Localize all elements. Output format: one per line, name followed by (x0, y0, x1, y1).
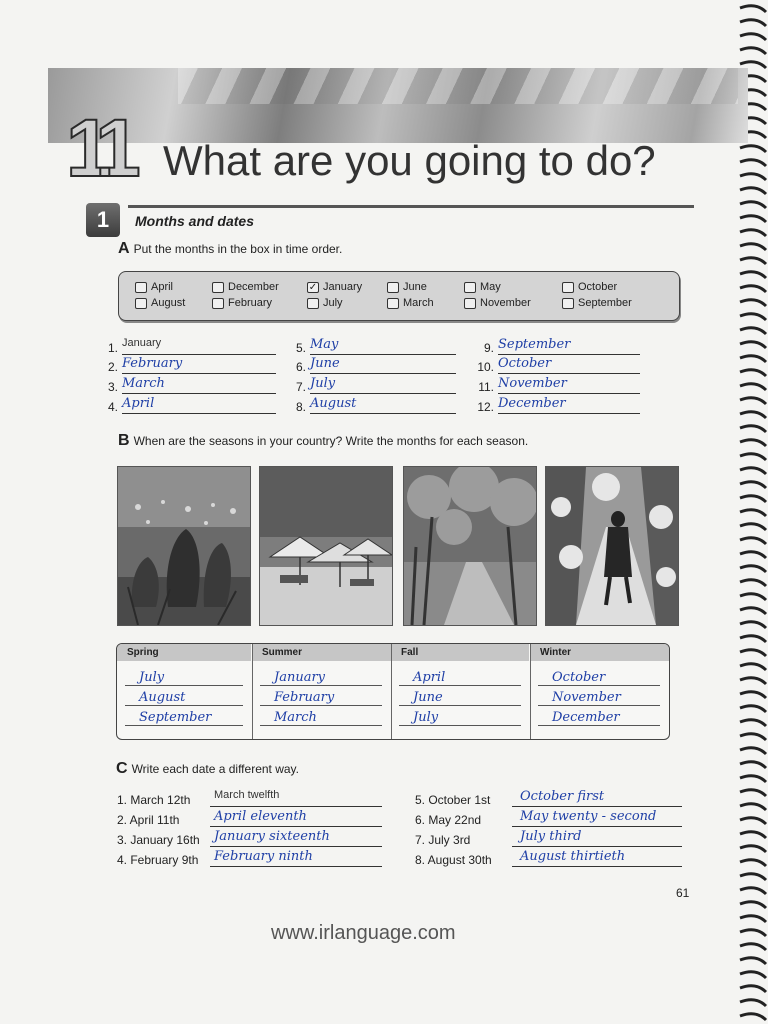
season-month-field[interactable]: March (260, 706, 382, 726)
spiral-coil (740, 860, 766, 866)
checkbox-icon[interactable] (562, 282, 574, 293)
spring-photo (117, 466, 251, 626)
date-item (415, 789, 682, 807)
checkbox-icon[interactable] (212, 298, 224, 309)
answer-number: 7. (295, 380, 306, 394)
spiral-coil (740, 216, 766, 222)
spiral-coil (740, 832, 766, 838)
spiral-coil (740, 622, 766, 628)
answer-number: 9. (483, 341, 494, 355)
date-answer-field[interactable]: July third (512, 829, 682, 847)
spiral-coil (740, 328, 766, 334)
spiral-coil (740, 874, 766, 880)
spiral-coil (740, 258, 766, 264)
spiral-coil (740, 692, 766, 698)
month-box-item[interactable] (212, 281, 279, 293)
spiral-coil (740, 342, 766, 348)
page-title: What are you going to do? (163, 137, 656, 184)
spiral-coil (740, 566, 766, 572)
spiral-coil (740, 664, 766, 670)
answer-field[interactable]: February (122, 356, 276, 374)
answer-number: 3. (107, 380, 118, 394)
checkbox-icon[interactable] (562, 298, 574, 309)
spiral-coil (740, 524, 766, 530)
spiral-coil (740, 804, 766, 810)
date-item (415, 849, 682, 867)
chapter-banner (48, 68, 748, 143)
month-box-label: April (151, 281, 174, 293)
season-month-field[interactable]: November (538, 686, 660, 706)
season-month-field[interactable]: August (125, 686, 243, 706)
spiral-coil (740, 678, 766, 684)
answer-number: 11. (478, 380, 494, 394)
answer-field[interactable]: August (310, 396, 456, 414)
date-answer-field[interactable]: April eleventh (210, 809, 382, 827)
date-answer-field[interactable]: February ninth (210, 849, 382, 867)
spiral-coil (740, 762, 766, 768)
spiral-coil (740, 482, 766, 488)
month-box-label: July (323, 297, 343, 309)
season-month-field[interactable]: June (399, 686, 521, 706)
summer-photo (259, 466, 393, 626)
exercise-a-instruction (118, 240, 342, 258)
checkbox-icon[interactable] (464, 282, 476, 293)
month-word-box (118, 271, 680, 321)
season-header: Spring (117, 644, 251, 661)
spiral-coil (740, 398, 766, 404)
spiral-coil (740, 146, 766, 152)
spiral-coil (740, 944, 766, 950)
spiral-coil (740, 510, 766, 516)
date-item (415, 809, 682, 827)
spiral-coil (740, 48, 766, 54)
spiral-coil (740, 188, 766, 194)
spiral-coil (740, 1000, 766, 1006)
spiral-coil (740, 930, 766, 936)
month-box-label: August (151, 297, 186, 309)
month-box-item[interactable] (562, 297, 632, 309)
order-answer-row (468, 356, 640, 374)
spiral-coil (740, 314, 766, 320)
season-month-field[interactable]: April (399, 666, 521, 686)
month-box-label: March (403, 297, 434, 309)
answer-number: 8. (295, 400, 306, 414)
date-prompt: 1. March 12th (117, 793, 191, 807)
spiral-coil (740, 454, 766, 460)
date-answer-field[interactable]: August thirtieth (512, 849, 682, 867)
spiral-coil (740, 160, 766, 166)
spiral-coil (740, 650, 766, 656)
month-box-item[interactable] (307, 297, 343, 309)
checkbox-icon[interactable] (307, 298, 319, 309)
month-box-item[interactable] (307, 281, 362, 293)
spiral-coil (740, 272, 766, 278)
month-box-label: February (228, 297, 273, 309)
answer-field[interactable]: October (498, 356, 640, 374)
month-box-item[interactable] (464, 281, 501, 293)
spiral-coil (740, 916, 766, 922)
spiral-coil (740, 720, 766, 726)
month-box-item[interactable] (464, 297, 531, 309)
answer-number: 12. (477, 400, 494, 414)
checkbox-icon[interactable] (464, 298, 476, 309)
spiral-coil (740, 902, 766, 908)
seasons-table (116, 643, 670, 740)
month-box-label: October (578, 281, 618, 293)
date-prompt: 4. February 9th (117, 853, 199, 867)
exercise-c-text: Write each date a different way. (131, 762, 299, 776)
month-box-label: January (323, 281, 363, 293)
answer-field[interactable]: September (498, 337, 640, 355)
order-answer-row (280, 396, 456, 414)
season-month-field[interactable]: September (125, 706, 243, 726)
season-month-field[interactable]: July (125, 666, 243, 686)
exercise-b-letter: B (118, 432, 130, 449)
month-box-item[interactable] (135, 281, 173, 293)
spiral-coil (740, 748, 766, 754)
spiral-coil (740, 412, 766, 418)
checkbox-icon[interactable] (212, 282, 224, 293)
answer-field[interactable]: June (310, 356, 456, 374)
month-box-item[interactable] (135, 297, 185, 309)
spiral-coil (740, 818, 766, 824)
spiral-coil (740, 286, 766, 292)
fall-photo (403, 466, 537, 626)
month-box-item[interactable] (387, 281, 427, 293)
section-title: Months and dates (135, 213, 255, 229)
order-answer-row (92, 337, 276, 355)
answer-field[interactable]: December (498, 396, 640, 414)
checkbox-icon[interactable]: ✓ (308, 281, 318, 293)
date-answer-field[interactable]: January sixteenth (210, 829, 382, 847)
spiral-binding (738, 0, 768, 1024)
season-header: Summer (252, 644, 391, 661)
answer-number: 5. (295, 341, 306, 355)
answer-field[interactable]: March (122, 376, 276, 394)
spiral-coil (740, 370, 766, 376)
spiral-coil (740, 846, 766, 852)
answer-field[interactable]: July (310, 376, 456, 394)
answer-field[interactable]: May (310, 337, 456, 355)
exercise-a-text: Put the months in the box in time order. (133, 242, 343, 256)
spiral-coil (740, 384, 766, 390)
exercise-b-text: When are the seasons in your country? Write the months for each season. (133, 434, 529, 448)
spiral-coil (740, 552, 766, 558)
date-item (117, 829, 382, 847)
spiral-coil (740, 636, 766, 642)
exercise-b-instruction (118, 432, 528, 450)
answer-number: 1. (107, 341, 118, 355)
spiral-coil (740, 734, 766, 740)
answer-number: 4. (107, 400, 118, 414)
spiral-coil (740, 426, 766, 432)
spiral-coil (740, 790, 766, 796)
season-month-field[interactable]: October (538, 666, 660, 686)
spiral-coil (740, 34, 766, 40)
chapter-number: 11 (66, 103, 129, 194)
month-box-item[interactable] (212, 297, 272, 309)
spiral-coil (740, 594, 766, 600)
spiral-coil (740, 440, 766, 446)
month-box-label: September (578, 297, 632, 309)
season-month-field[interactable]: July (399, 706, 521, 726)
season-header: Fall (391, 644, 529, 661)
month-box-label: December (228, 281, 279, 293)
spiral-coil (740, 356, 766, 362)
date-prompt: 3. January 16th (117, 833, 200, 847)
spiral-coil (740, 496, 766, 502)
spiral-coil (740, 20, 766, 26)
date-item (117, 849, 382, 867)
order-answer-row (280, 376, 456, 394)
order-answer-row (280, 356, 456, 374)
spiral-coil (740, 1014, 766, 1020)
order-answer-row (92, 396, 276, 414)
month-box-label: June (403, 281, 427, 293)
title-rule (128, 205, 694, 208)
month-box-label: November (480, 297, 531, 309)
order-answer-row (468, 376, 640, 394)
exercise-c-letter: C (116, 760, 128, 777)
answer-number: 6. (295, 360, 306, 374)
spiral-coil (740, 776, 766, 782)
date-prompt: 6. May 22nd (415, 813, 482, 827)
section-badge: 1 (86, 203, 120, 237)
spiral-coil (740, 538, 766, 544)
exercise-a-letter: A (118, 240, 130, 257)
spiral-coil (740, 6, 766, 12)
spiral-coil (740, 958, 766, 964)
month-box-label: May (480, 281, 501, 293)
date-answer-field[interactable]: May twenty - second (512, 809, 682, 827)
season-month-field[interactable]: January (260, 666, 382, 686)
date-prompt: 2. April 11th (117, 813, 180, 827)
order-answer-row (468, 396, 640, 414)
spiral-coil (740, 174, 766, 180)
spiral-coil (740, 300, 766, 306)
order-answer-row (280, 337, 456, 355)
date-prompt: 8. August 30th (415, 853, 492, 867)
winter-photo (545, 466, 679, 626)
spiral-coil (740, 888, 766, 894)
spiral-coil (740, 202, 766, 208)
checkbox-icon[interactable] (135, 282, 147, 293)
season-month-field[interactable]: February (260, 686, 382, 706)
answer-field[interactable]: November (498, 376, 640, 394)
season-header: Winter (530, 644, 669, 661)
date-item (117, 809, 382, 827)
order-answer-row (92, 376, 276, 394)
order-answer-row (468, 337, 640, 355)
spiral-coil (740, 986, 766, 992)
date-prompt: 5. October 1st (415, 793, 491, 807)
checkbox-icon[interactable] (135, 298, 147, 309)
answer-field[interactable]: January (122, 337, 276, 355)
spiral-coil (740, 580, 766, 586)
checkbox-icon[interactable] (387, 298, 399, 309)
exercise-c-instruction (116, 760, 299, 778)
spiral-coil (740, 706, 766, 712)
page-number: 61 (676, 886, 690, 900)
answer-number: 2. (107, 360, 118, 374)
answer-field[interactable]: April (122, 396, 276, 414)
date-answer-field[interactable]: October first (512, 789, 682, 807)
spiral-coil (740, 608, 766, 614)
checkbox-icon[interactable] (387, 282, 399, 293)
date-item (117, 789, 382, 807)
month-box-item[interactable] (562, 281, 617, 293)
website-watermark: www.irlanguage.com (271, 922, 456, 944)
date-answer-field[interactable]: March twelfth (210, 789, 382, 807)
spiral-coil (740, 972, 766, 978)
spiral-coil (740, 244, 766, 250)
date-item (415, 829, 682, 847)
month-box-item[interactable] (387, 297, 434, 309)
date-prompt: 7. July 3rd (415, 833, 471, 847)
spiral-coil (740, 468, 766, 474)
order-answer-row (92, 356, 276, 374)
answer-number: 10. (477, 360, 494, 374)
season-month-field[interactable]: December (538, 706, 660, 726)
spiral-coil (740, 230, 766, 236)
